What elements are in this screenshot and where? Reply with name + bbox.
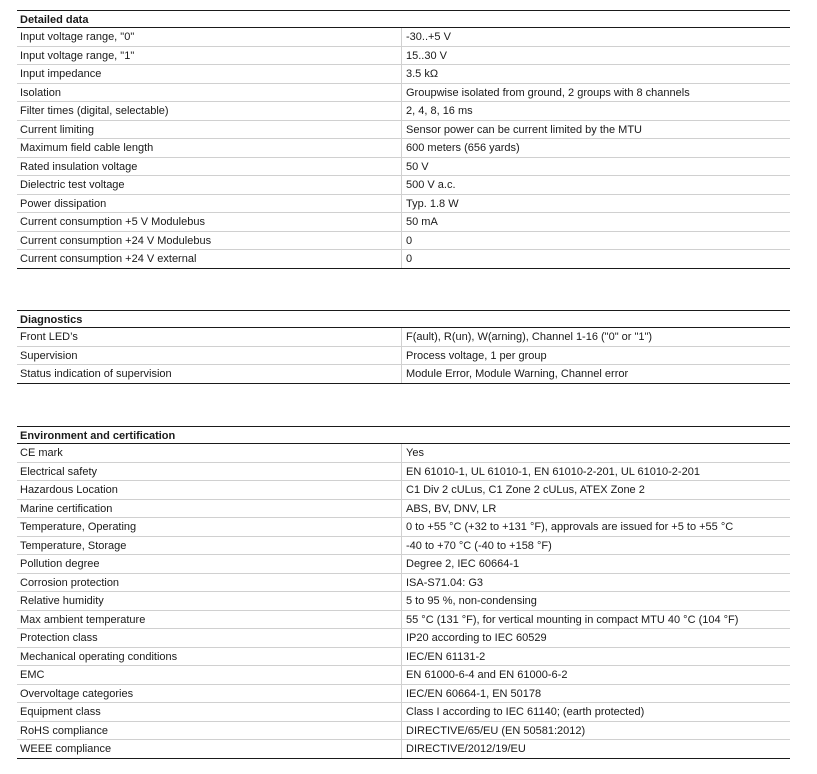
row-label: Current consumption +5 V Modulebus — [20, 216, 205, 228]
table-row — [17, 537, 790, 556]
row-value: ISA-S71.04: G3 — [401, 574, 790, 592]
row-value: Sensor power can be current limited by the MTU — [401, 121, 790, 139]
section-title: Environment and certification — [17, 426, 790, 444]
table-row — [17, 611, 790, 630]
row-label: EMC — [20, 669, 45, 681]
row-value: Groupwise isolated from ground, 2 groups with 8 channels — [401, 84, 790, 102]
row-label: Temperature, Storage — [20, 539, 127, 552]
row-label: Protection class — [20, 632, 98, 644]
row-label: Temperature, Operating — [20, 521, 137, 533]
table-row — [17, 444, 790, 463]
row-value: 0 — [401, 250, 790, 268]
table-row — [17, 195, 790, 214]
row-value: 3.5 kΩ — [401, 65, 790, 83]
row-value: -30..+5 V — [401, 28, 790, 46]
table-row — [17, 463, 790, 482]
row-value: F(ault), R(un), W(arning), Channel 1-16 ("0" or "1") — [401, 328, 790, 346]
row-value: EN 61000-6-4 and EN 61000-6-2 — [401, 666, 790, 684]
row-label: Pollution degree — [20, 558, 100, 570]
row-value: IEC/EN 60664-1, EN 50178 — [401, 685, 790, 703]
row-label: Status indication of supervision — [20, 368, 172, 380]
row-value: 50 mA — [401, 213, 790, 231]
row-label: Maximum field cable length — [20, 142, 154, 154]
table-row — [17, 65, 790, 84]
row-value: 5 to 95 %, non-condensing — [401, 592, 790, 610]
row-label: RoHS compliance — [20, 724, 109, 737]
row-label: Corrosion protection — [20, 576, 120, 589]
diagnostics-section — [17, 310, 790, 384]
row-label: Dielectric test voltage — [20, 179, 125, 191]
row-label: Electrical safety — [20, 465, 98, 478]
row-value: 15..30 V — [401, 47, 790, 65]
table-row — [17, 28, 790, 47]
table-row — [17, 365, 790, 384]
table-row — [17, 176, 790, 195]
table-row — [17, 232, 790, 251]
table-row — [17, 328, 790, 347]
row-label: Front LED’s — [20, 331, 78, 343]
row-value: DIRECTIVE/65/EU (EN 50581:2012) — [401, 722, 790, 740]
row-label: Input voltage range, "1" — [20, 49, 135, 62]
row-value: 0 — [401, 232, 790, 250]
row-label: Supervision — [20, 349, 78, 362]
row-value: 2, 4, 8, 16 ms — [401, 102, 790, 120]
table-row — [17, 250, 790, 269]
table-row — [17, 139, 790, 158]
row-label: Max ambient temperature — [20, 613, 146, 626]
table-row — [17, 481, 790, 500]
row-value: 0 to +55 °C (+32 to +131 °F), approvals are issued for +5 to +55 °C — [401, 518, 790, 536]
row-label: Equipment class — [20, 706, 101, 718]
row-value: DIRECTIVE/2012/19/EU — [401, 740, 790, 758]
table-row — [17, 592, 790, 611]
row-value: Degree 2, IEC 60664-1 — [401, 555, 790, 573]
table-row — [17, 102, 790, 121]
row-value: 500 V a.c. — [401, 176, 790, 194]
row-label: Marine certification — [20, 502, 113, 515]
table-row — [17, 740, 790, 759]
row-value: Process voltage, 1 per group — [401, 347, 790, 365]
row-label: Hazardous Location — [20, 484, 118, 496]
table-row — [17, 47, 790, 66]
row-value: 50 V — [401, 158, 790, 176]
row-label: Current limiting — [20, 123, 94, 136]
row-label: WEEE compliance — [20, 743, 112, 755]
row-value: 55 °C (131 °F), for vertical mounting in compact MTU 40 °C (104 °F) — [401, 611, 790, 629]
table-row — [17, 648, 790, 667]
row-label: Current consumption +24 V Modulebus — [20, 234, 212, 247]
row-value: Typ. 1.8 W — [401, 195, 790, 213]
section-title: Diagnostics — [17, 310, 790, 328]
row-label: Input impedance — [20, 68, 102, 80]
row-label: Mechanical operating conditions — [20, 650, 178, 663]
table-row — [17, 703, 790, 722]
row-label: Power dissipation — [20, 197, 107, 210]
table-row — [17, 347, 790, 366]
row-value: Class I according to IEC 61140; (earth protected) — [401, 703, 790, 721]
row-label: Isolation — [20, 86, 61, 99]
row-label: Input voltage range, "0" — [20, 31, 135, 43]
table-row — [17, 666, 790, 685]
row-label: Relative humidity — [20, 595, 104, 607]
table-row — [17, 84, 790, 103]
row-label: Filter times (digital, selectable) — [20, 105, 169, 117]
row-value: 600 meters (656 yards) — [401, 139, 790, 157]
row-value: Yes — [401, 444, 790, 462]
row-label: Rated insulation voltage — [20, 160, 138, 173]
section-title: Detailed data — [17, 10, 790, 28]
detailed-data-section — [17, 10, 790, 269]
row-label: Current consumption +24 V external — [20, 253, 197, 265]
table-row — [17, 500, 790, 519]
table-row — [17, 158, 790, 177]
row-value: -40 to +70 °C (-40 to +158 °F) — [401, 537, 790, 555]
row-value: IP20 according to IEC 60529 — [401, 629, 790, 647]
table-row — [17, 574, 790, 593]
table-row — [17, 722, 790, 741]
row-label: CE mark — [20, 447, 63, 459]
table-row — [17, 555, 790, 574]
table-row — [17, 685, 790, 704]
row-value: ABS, BV, DNV, LR — [401, 500, 790, 518]
row-label: Overvoltage categories — [20, 687, 134, 700]
table-row — [17, 213, 790, 232]
table-row — [17, 629, 790, 648]
row-value: EN 61010-1, UL 61010-1, EN 61010-2-201, UL 61010-2-201 — [401, 463, 790, 481]
table-row — [17, 518, 790, 537]
row-value: C1 Div 2 cULus, C1 Zone 2 cULus, ATEX Zone 2 — [401, 481, 790, 499]
environment-certification-section — [17, 426, 790, 759]
row-value: Module Error, Module Warning, Channel error — [401, 365, 790, 383]
table-row — [17, 121, 790, 140]
row-value: IEC/EN 61131-2 — [401, 648, 790, 666]
